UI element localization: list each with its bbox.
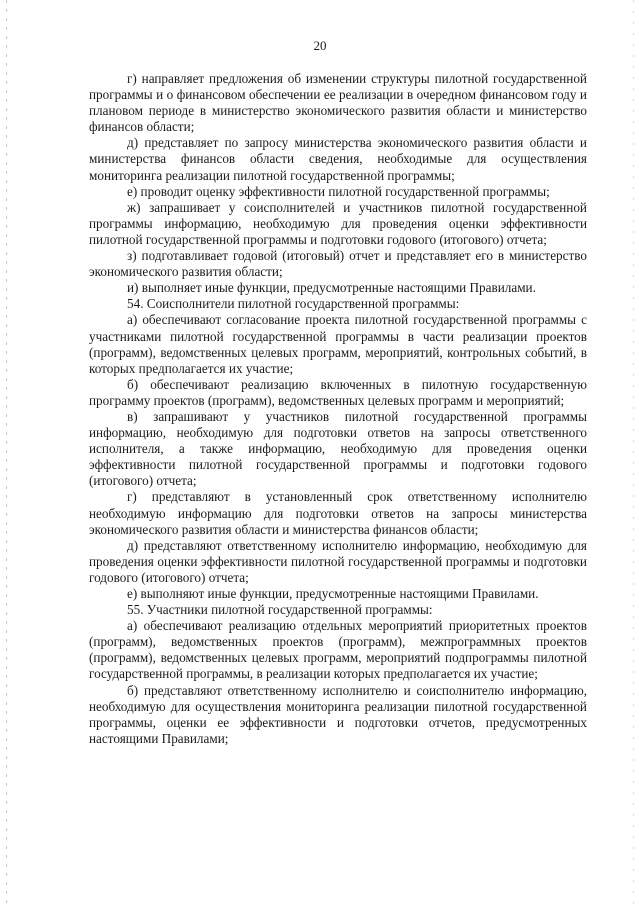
- document-body: [89, 71, 587, 747]
- paragraph: и) выполняет иные функции, предусмотренные настоящими Правилами.: [127, 280, 536, 296]
- scan-margin-right: [633, 0, 634, 905]
- scan-margin-left: [6, 0, 7, 905]
- paragraph: д) представляют ответственному исполнителю информацию, необходимую для проведения оценки эффективности пилотной государственной программы и подготовки годового (итогового) отчета;: [89, 537, 587, 585]
- page-number: 20: [313, 38, 327, 53]
- paragraph: е) проводит оценку эффективности пилотной государственной программы;: [127, 183, 550, 199]
- paragraph: е) выполняют иные функции, предусмотренные настоящими Правилами.: [127, 586, 539, 601]
- paragraph: г) направляет предложения об изменении структуры пилотной государственной программы и о финансовом обеспечении ее реализации в очередном финансовом году и плановом периоде в министерство экономического развития области и министерство финансов области;: [89, 71, 587, 135]
- paragraph: ж) запрашивает у соисполнителей и участников пилотной государственной программы информацию, необходимую для проведения оценки эффективности пилотной государственной программы и подготовки годового (итогового) отчета;: [89, 199, 587, 247]
- paragraph: з) подготавливает годовой (итоговый) отчет и представляет его в министерство экономического развития области;: [89, 248, 587, 280]
- paragraph: а) обеспечивают реализацию отдельных мероприятий приоритетных проектов (программ), ведомственных проектов (программ), межпрограммных проектов (программ), ведомственных целевых программ, мероприятий подпрограммы пилотной государственной программы, в реализации которых предполагается их участие;: [89, 618, 587, 682]
- paragraph: в) запрашивают у участников пилотной государственной программы информацию, необходимую для подготовки ответов на запросы ответственного исполнителя, а также информацию, необходимую для проведения оценки эффективности пилотной государственной программы и подготовки годового (итогового) отчета;: [89, 408, 587, 489]
- paragraph: б) обеспечивают реализацию включенных в пилотную государственную программу проектов (программ), ведомственных целевых программ и мероприятий;: [89, 376, 587, 408]
- paragraph: б) представляют ответственному исполнителю и соисполнителю информацию, необходимую для осуществления мониторинга реализации пилотной государственной программы, оценки ее эффективности и подготовки отчетов, предусмотренных настоящими Правилами;: [89, 682, 587, 746]
- paragraph: д) представляет по запросу министерства экономического развития области и министерства финансов области сведения, необходимые для осуществления мониторинга реализации пилотной государственной программы;: [89, 135, 587, 183]
- paragraph: г) представляют в установленный срок ответственному исполнителю необходимую информацию для подготовки ответов на запросы министерства экономического развития области и министерства финансов области;: [89, 489, 587, 537]
- section-heading-55: 55. Участники пилотной государственной программы:: [127, 602, 433, 618]
- paragraph: а) обеспечивают согласование проекта пилотной государственной программы с участниками пилотной государственной программы в части реализации проектов (программ), ведомственных целевых программ, мероприятий, контрольных событий, в которых предполагается их участие;: [89, 312, 587, 376]
- section-heading-54: 54. Соисполнители пилотной государственной программы:: [127, 296, 460, 312]
